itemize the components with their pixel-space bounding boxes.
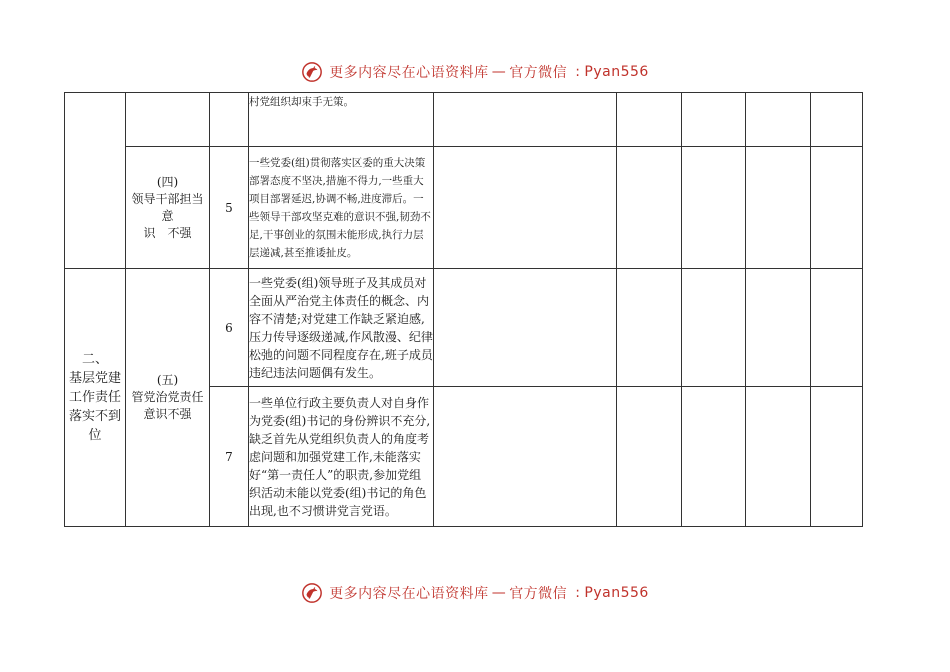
empty-cell: [617, 93, 682, 147]
empty-cell: [617, 147, 682, 269]
item-number: 7: [210, 387, 249, 527]
watermark-official: 官方微信: [509, 65, 568, 81]
watermark-account: Pyan556: [584, 585, 649, 601]
empty-cell: [617, 269, 682, 387]
watermark-dash: —: [491, 585, 507, 601]
problem-description: 一些党委(组)领导班子及其成员对全面从严治党主体责任的概念、内容不清楚;对党建工作缺乏紧迫感,压力传导逐级递减,作风散漫、纪律松弛的问题不同程度存在,班子成员违纪违法问题偶有发生。: [249, 269, 434, 387]
table-row: [65, 93, 863, 147]
watermark-brand: 更多内容尽在心语资料库: [329, 586, 489, 602]
empty-cell: [811, 269, 863, 387]
watermark-dash: —: [491, 64, 507, 80]
watermark-banner-top: [0, 60, 950, 84]
subcategory-cell: [126, 147, 210, 269]
swirl-logo-icon: [301, 61, 323, 83]
empty-cell: [126, 93, 210, 147]
category-label: 二、 基层党建 工作责任 落实不到 位: [68, 352, 121, 443]
empty-cell: [746, 93, 811, 147]
issues-table: [64, 92, 863, 527]
empty-cell: [682, 147, 746, 269]
category-cell: [65, 269, 126, 527]
item-number: 5: [210, 147, 249, 269]
empty-cell: [682, 269, 746, 387]
empty-cell: [434, 147, 617, 269]
subcategory-label: (五) 管党治党责任 意识不强: [131, 373, 204, 421]
empty-cell: [811, 387, 863, 527]
watermark-official: 官方微信: [509, 586, 568, 602]
watermark-separator: :: [575, 64, 581, 80]
watermark-account: Pyan556: [584, 64, 649, 80]
subcategory-cell: [126, 269, 210, 527]
table-row: [65, 147, 863, 269]
empty-cell: [434, 387, 617, 527]
empty-cell: [746, 387, 811, 527]
empty-cell: [682, 93, 746, 147]
problem-description: 村党组织却束手无策。: [249, 93, 434, 147]
empty-cell: [434, 269, 617, 387]
item-number: 6: [210, 269, 249, 387]
empty-cell: [746, 147, 811, 269]
watermark-separator: :: [575, 585, 581, 601]
empty-cell: [617, 387, 682, 527]
watermark-banner-bottom: [0, 581, 950, 605]
swirl-logo-icon: [301, 582, 323, 604]
problem-description: 一些党委(组)贯彻落实区委的重大决策部署态度不坚决,措施不得力,一些重大项目部署延迟,协调不畅,进度滞后。一些领导干部攻坚克难的意识不强,韧劲不足,干事创业的氛围未能形成,执行力层层递减,甚至推诿扯皮。: [249, 147, 434, 269]
empty-cell: [811, 93, 863, 147]
watermark-brand: 更多内容尽在心语资料库: [329, 65, 489, 81]
empty-cell: [65, 93, 126, 269]
empty-cell: [434, 93, 617, 147]
empty-cell: [746, 269, 811, 387]
subcategory-label: (四) 领导干部担当意 识 不强: [131, 174, 204, 240]
empty-cell: [811, 147, 863, 269]
empty-cell: [210, 93, 249, 147]
problem-description: 一些单位行政主要负责人对自身作为党委(组)书记的身份辨识不充分,缺乏首先从党组织负责人的角度考虑问题和加强党建工作,未能落实好“第一责任人”的职责,参加党组织活动未能以党委(组)书记的角色出现,也不习惯讲党言党语。: [249, 387, 434, 527]
table-row: [65, 269, 863, 387]
empty-cell: [682, 387, 746, 527]
